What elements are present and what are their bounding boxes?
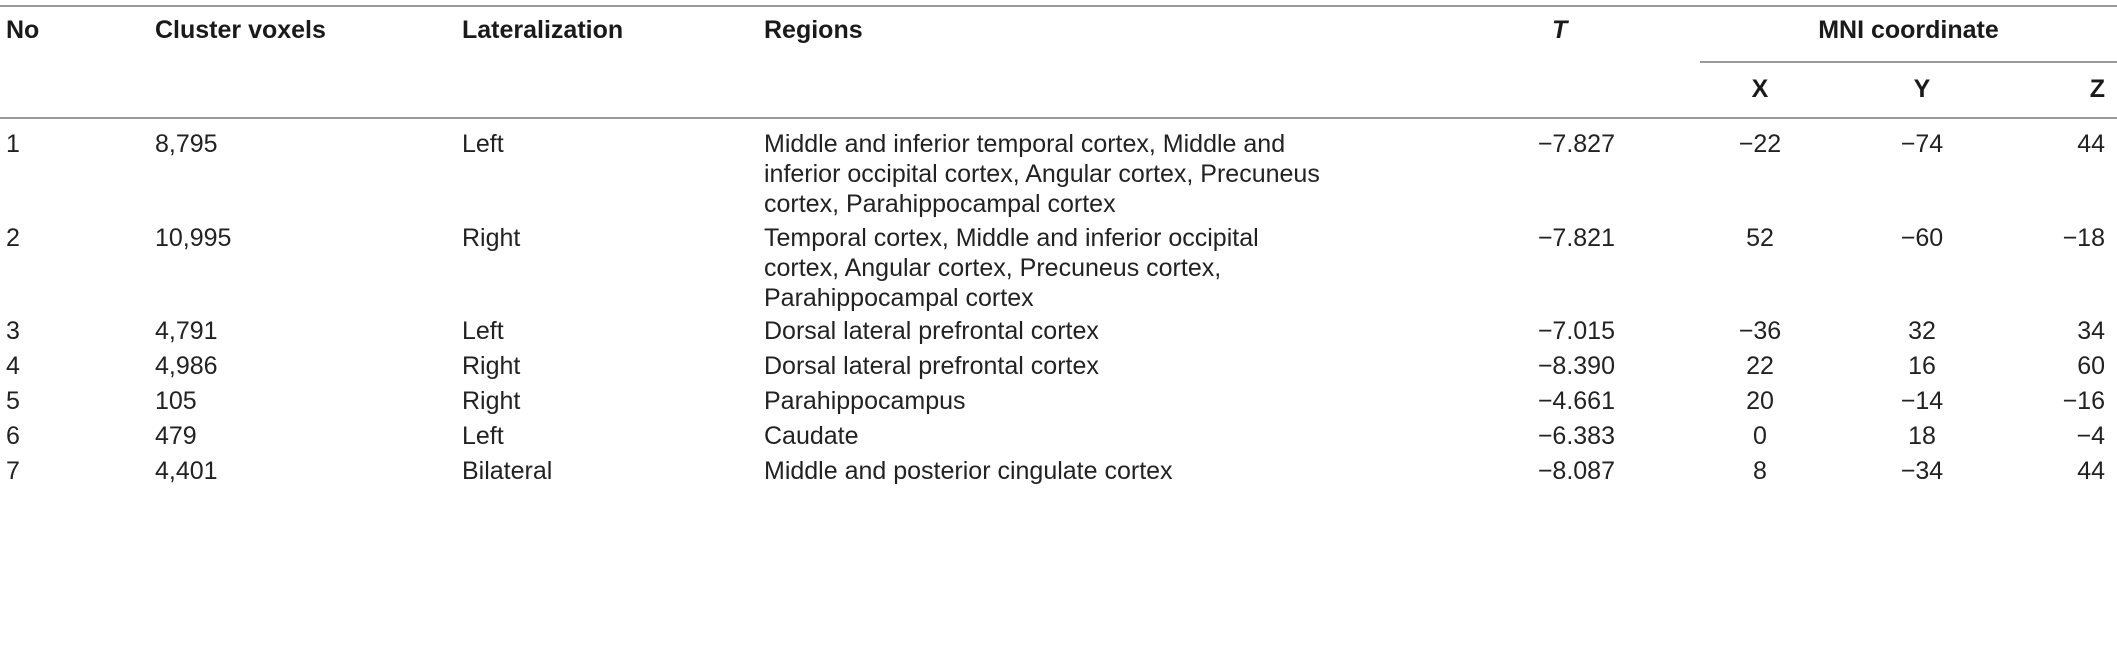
cell-lateralization: Right [462,224,521,252]
cell-lateralization: Right [462,387,521,415]
cell-y: 18 [1908,422,1936,450]
cell-regions-line: cortex, Angular cortex, Precuneus cortex, [764,254,1222,282]
cell-t: −8.087 [1537,457,1615,485]
cell-voxels: 4,401 [155,457,218,485]
cell-regions-line: Caudate [764,422,859,450]
cell-voxels: 479 [155,422,197,450]
cell-regions-line: cortex, Parahippocampal cortex [764,190,1116,218]
cell-lateralization: Left [462,130,504,158]
cell-regions-line: Dorsal lateral prefrontal cortex [764,352,1099,380]
cell-lateralization: Right [462,352,521,380]
header-y: Y [1913,75,1931,103]
cell-regions-line: Middle and inferior temporal cortex, Middle and [764,130,1286,158]
header-z: Z [2089,75,2105,103]
cell-regions-line: Dorsal lateral prefrontal cortex [764,317,1099,345]
cell-z: 34 [2077,317,2105,345]
cell-x: −36 [1738,317,1782,345]
cell-x: 22 [1746,352,1774,380]
cell-lateralization: Left [462,422,504,450]
cell-y: 16 [1908,352,1936,380]
cell-no: 7 [6,457,20,485]
cell-y: −34 [1900,457,1944,485]
cell-y: −74 [1900,130,1944,158]
table-top-rule [0,5,2117,7]
cell-regions-line: Parahippocampal cortex [764,284,1034,312]
header-lateralization: Lateralization [462,16,624,44]
header-cluster-voxels: Cluster voxels [155,16,326,44]
cell-y: 32 [1908,317,1936,345]
cell-t: −7.827 [1537,130,1615,158]
header-x: X [1751,75,1769,103]
cell-t: −6.383 [1537,422,1615,450]
cell-regions-line: Temporal cortex, Middle and inferior occipital [764,224,1259,252]
header-regions: Regions [764,16,863,44]
cell-voxels: 4,791 [155,317,218,345]
cell-no: 1 [6,130,20,158]
cell-no: 5 [6,387,20,415]
cell-z: −16 [2062,387,2105,415]
cell-z: −18 [2062,224,2105,252]
cell-z: 44 [2077,457,2105,485]
cell-voxels: 105 [155,387,197,415]
cell-y: −14 [1900,387,1944,415]
cell-voxels: 10,995 [155,224,232,252]
cell-y: −60 [1900,224,1944,252]
cell-t: −7.821 [1537,224,1615,252]
cell-t: −8.390 [1537,352,1615,380]
header-bottom-rule [0,117,2117,119]
cell-z: 44 [2077,130,2105,158]
mni-header-rule [1700,61,2117,63]
cell-z: 60 [2077,352,2105,380]
header-mni-coordinate: MNI coordinate [1818,16,1999,44]
cell-x: 20 [1746,387,1774,415]
cell-lateralization: Left [462,317,504,345]
cell-x: 0 [1753,422,1767,450]
cell-x: 52 [1746,224,1774,252]
cell-lateralization: Bilateral [462,457,553,485]
cell-no: 6 [6,422,20,450]
cell-t: −7.015 [1537,317,1615,345]
cell-regions-line: Middle and posterior cingulate cortex [764,457,1173,485]
cell-voxels: 4,986 [155,352,218,380]
cell-no: 4 [6,352,20,380]
cell-x: −22 [1738,130,1782,158]
cell-x: 8 [1753,457,1767,485]
cell-t: −4.661 [1537,387,1615,415]
cell-no: 3 [6,317,20,345]
cell-regions-line: inferior occipital cortex, Angular cortex, Precuneus [764,160,1320,188]
cell-z: −4 [2076,422,2105,450]
cell-regions-line: Parahippocampus [764,387,966,415]
header-t: T [1552,16,1568,44]
header-no: No [6,16,40,44]
cell-voxels: 8,795 [155,130,218,158]
cell-no: 2 [6,224,20,252]
